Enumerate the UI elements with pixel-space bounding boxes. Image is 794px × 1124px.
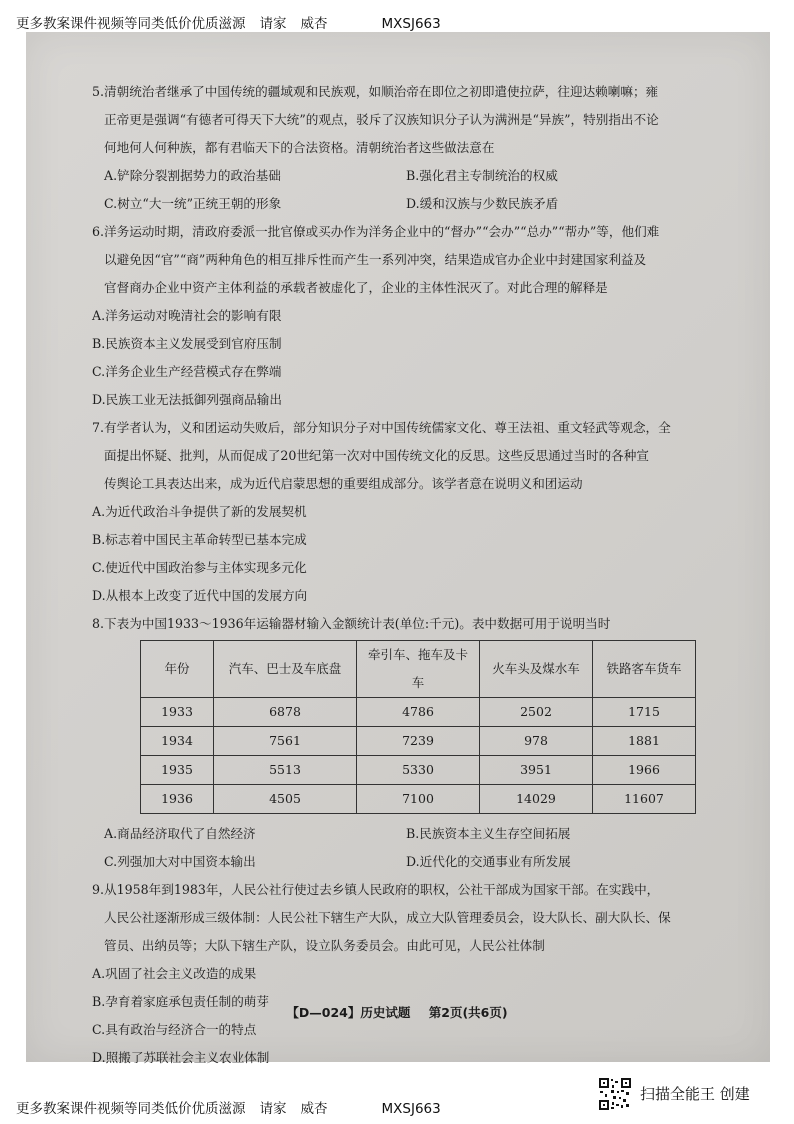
page-number: 第2页(共6页) (428, 1005, 508, 1020)
q7-stem-line: 传舆论工具表达出来，成为近代启蒙思想的重要组成部分。该学者意在说明义和团运动 (104, 476, 583, 491)
banner-name: 威杏 (300, 1101, 328, 1117)
table-row (141, 727, 696, 756)
banner-text: 更多教案课件视频等同类低价优质滋源 (16, 1101, 246, 1117)
question-6 (92, 218, 732, 414)
q5-option-c: C.树立“大一统”正统王朝的形象 (104, 196, 282, 211)
table-cell: 7100 (357, 785, 480, 814)
table-header: 铁路客车货车 (593, 641, 696, 698)
q6-stem-line: 官督商办企业中资产主体利益的承载者被虚化了，企业的主体性泯灭了。对此合理的解释是 (104, 280, 608, 295)
table-cell: 4505 (214, 785, 357, 814)
import-table (140, 640, 696, 814)
table-cell: 978 (480, 727, 593, 756)
scan-app-label: 扫描全能王 创建 (640, 1085, 750, 1103)
banner-code: MXSJ663 (381, 1101, 441, 1117)
bottom-banner (16, 1097, 441, 1117)
q6-option-c: C.洋务企业生产经营模式存在弊端 (92, 364, 282, 379)
q7-option-a: A.为近代政治斗争提供了新的发展契机 (92, 504, 307, 519)
q5-option-d: D.缓和汉族与少数民族矛盾 (406, 196, 559, 211)
table-cell: 1881 (593, 727, 696, 756)
q5-option-a: A.铲除分裂割据势力的政治基础 (104, 168, 281, 183)
table-cell: 1966 (593, 756, 696, 785)
question-8 (92, 610, 732, 876)
q9-stem-line: 管员、出纳员等；大队下辖生产队，设立队务委员会。由此可见，人民公社体制 (104, 938, 545, 953)
page-footer (0, 1003, 794, 1021)
table-cell: 1935 (141, 756, 214, 785)
table-cell: 14029 (480, 785, 593, 814)
exam-code: 【D—024】历史试题 (286, 1005, 411, 1020)
q7-option-c: C.使近代中国政治参与主体实现多元化 (92, 560, 307, 575)
table-header: 汽车、巴士及车底盘 (214, 641, 357, 698)
question-9 (92, 876, 732, 1072)
table-cell: 7561 (214, 727, 357, 756)
q5-stem-line: 何地何人何种族，都有君临天下的合法资格。清朝统治者这些做法意在 (104, 140, 495, 155)
table-cell: 2502 (480, 698, 593, 727)
banner-invite: 请家 (259, 16, 287, 32)
q7-option-b: B.标志着中国民主革命转型已基本完成 (92, 532, 307, 547)
table-cell: 5513 (214, 756, 357, 785)
table-cell: 1933 (141, 698, 214, 727)
table-cell: 6878 (214, 698, 357, 727)
q9-option-a: A.巩固了社会主义改造的成果 (92, 966, 257, 981)
banner-invite: 请家 (259, 1101, 287, 1117)
q8-stem-line: 8.下表为中国1933～1936年运输器材输入金额统计表(单位:千元)。表中数据可用于说明当时 (92, 616, 611, 631)
q5-stem-line: 正帝更是强调“有德者可得天下大统”的观点，驳斥了汉族知识分子认为满洲是“异族”，特别指出不论 (104, 112, 659, 127)
top-banner (16, 12, 441, 32)
table-cell: 1934 (141, 727, 214, 756)
q6-option-b: B.民族资本主义发展受到官府压制 (92, 336, 282, 351)
table-row (141, 756, 696, 785)
banner-name: 威杏 (300, 16, 328, 32)
table-cell: 7239 (357, 727, 480, 756)
banner-code: MXSJ663 (381, 16, 441, 32)
q6-option-a: A.洋务运动对晚清社会的影响有限 (92, 308, 282, 323)
question-5 (92, 78, 732, 218)
q8-option-c: C.列强加大对中国资本输出 (104, 854, 256, 869)
table-header: 牵引车、拖车及卡车 (357, 641, 480, 698)
q5-option-b: B.强化君主专制统治的权威 (406, 168, 558, 183)
table-row (141, 785, 696, 814)
q7-stem-line: 面提出怀疑、批判，从而促成了20世纪第一次对中国传统文化的反思。这些反思通过当时的各种宣 (104, 448, 649, 463)
q6-stem-line: 6.洋务运动时期，清政府委派一批官僚或买办作为洋务企业中的“督办”“会办”“总办”“帮办”等，他们难 (92, 224, 660, 239)
q6-stem-line: 以避免因“官”“商”两种角色的相互排斥性而产生一系列冲突，结果造成官办企业中封建国家利益及 (104, 252, 647, 267)
q8-option-b: B.民族资本主义生存空间拓展 (406, 826, 571, 841)
q9-stem-line: 人民公社逐渐形成三级体制：人民公社下辖生产大队，成立大队管理委员会，设大队长、副大队长、保 (104, 910, 671, 925)
q6-option-d: D.民族工业无法抵御列强商品输出 (92, 392, 282, 407)
question-7 (92, 414, 732, 610)
q9-stem-line: 9.从1958年到1983年，人民公社行使过去乡镇人民政府的职权，公社干部成为国家干部。在实践中， (92, 882, 660, 897)
q7-option-d: D.从根本上改变了近代中国的发展方向 (92, 588, 308, 603)
table-cell: 1715 (593, 698, 696, 727)
q9-option-c: C.具有政治与经济合一的特点 (92, 1022, 257, 1037)
q9-option-d: D.照搬了苏联社会主义农业体制 (92, 1050, 270, 1065)
table-header: 火车头及煤水车 (480, 641, 593, 698)
q7-stem-line: 7.有学者认为，义和团运动失败后，部分知识分子对中国传统儒家文化、尊王法祖、重文轻武等观念，全 (92, 420, 671, 435)
table-header: 年份 (141, 641, 214, 698)
banner-text: 更多教案课件视频等同类低价优质滋源 (16, 16, 246, 32)
q9-option-b: B.孕育着家庭承包责任制的萌芽 (92, 994, 269, 1009)
qr-code-icon (598, 1077, 632, 1111)
table-cell: 3951 (480, 756, 593, 785)
table-row (141, 698, 696, 727)
table-cell: 5330 (357, 756, 480, 785)
table-cell: 4786 (357, 698, 480, 727)
q5-stem-line: 5.清朝统治者继承了中国传统的疆域观和民族观，如顺治帝在即位之初即遣使拉萨，往迎达赖喇嘛；雍 (92, 84, 659, 99)
table-cell: 11607 (593, 785, 696, 814)
q8-option-d: D.近代化的交通事业有所发展 (406, 854, 571, 869)
table-cell: 1936 (141, 785, 214, 814)
question-area (92, 78, 732, 1072)
q8-option-a: A.商品经济取代了自然经济 (104, 826, 256, 841)
table-header-row (141, 641, 696, 698)
